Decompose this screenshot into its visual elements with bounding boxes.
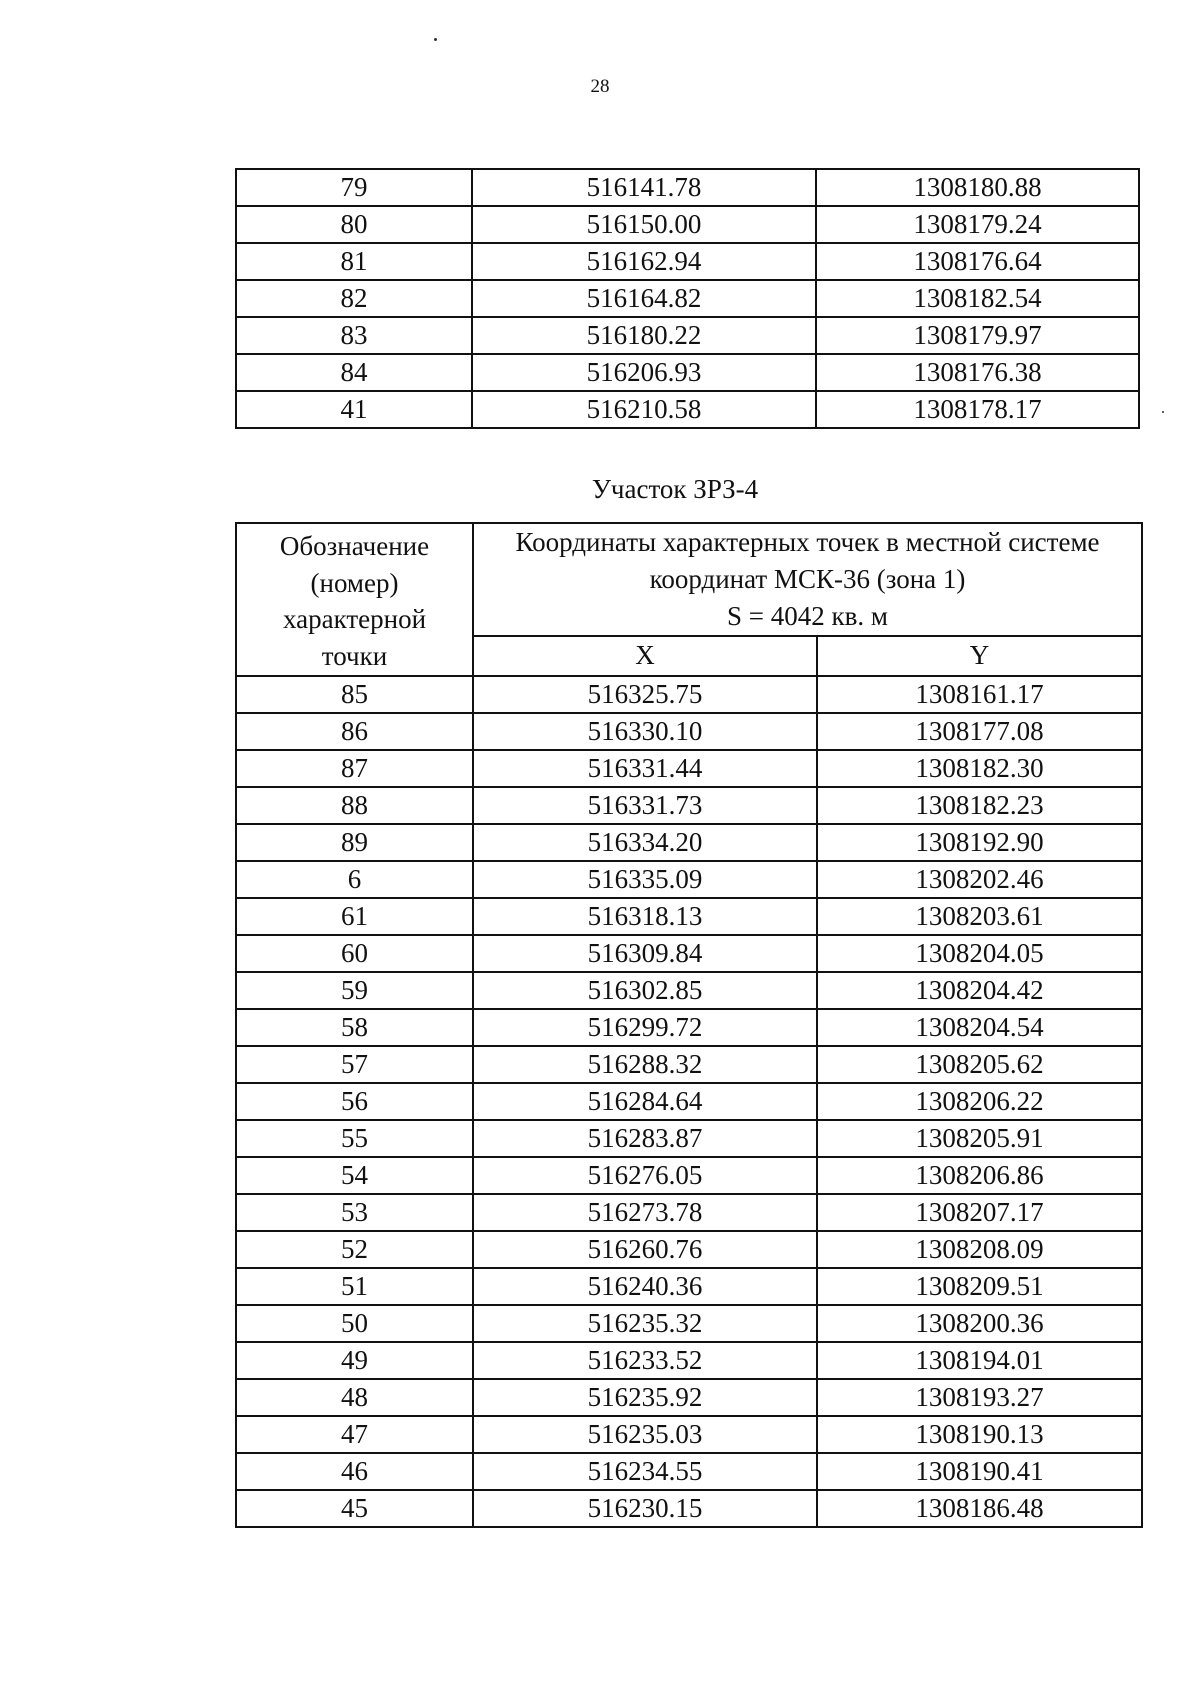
y-coordinate-cell: 1308203.61: [817, 898, 1142, 935]
table-row: [236, 1046, 1142, 1083]
coordinates-table-continued: [235, 168, 1140, 429]
coordinates-header-line: Координаты характерных точек в местной системе: [515, 527, 1100, 558]
y-coordinate-cell: 1308180.88: [816, 169, 1139, 206]
table-row: [236, 391, 1139, 428]
table-row: [236, 1453, 1142, 1490]
x-coordinate-cell: 516235.03: [473, 1416, 817, 1453]
designation-header-line: (номер): [310, 567, 399, 598]
point-number-cell: 51: [236, 1268, 473, 1305]
x-coordinate-cell: 516162.94: [472, 243, 816, 280]
table-row: [236, 1083, 1142, 1120]
table-row: [236, 787, 1142, 824]
x-coordinate-cell: 516164.82: [472, 280, 816, 317]
table-row: [236, 1157, 1142, 1194]
y-coordinate-cell: 1308206.22: [817, 1083, 1142, 1120]
y-coordinate-cell: 1308178.17: [816, 391, 1139, 428]
y-coordinate-cell: 1308190.13: [817, 1416, 1142, 1453]
table-row: [236, 354, 1139, 391]
designation-header-line: характерной: [282, 604, 427, 635]
point-number-cell: 88: [236, 787, 473, 824]
x-coordinate-cell: 516235.92: [473, 1379, 817, 1416]
x-coordinate-cell: 516141.78: [472, 169, 816, 206]
point-number-cell: 50: [236, 1305, 473, 1342]
x-coordinate-cell: 516180.22: [472, 317, 816, 354]
point-number-cell: 57: [236, 1046, 473, 1083]
point-number-cell: 52: [236, 1231, 473, 1268]
point-number-cell: 46: [236, 1453, 473, 1490]
table-row: [236, 713, 1142, 750]
y-coordinate-cell: 1308176.64: [816, 243, 1139, 280]
table-header: [236, 523, 1142, 676]
y-coordinate-cell: 1308205.62: [817, 1046, 1142, 1083]
point-number-cell: 49: [236, 1342, 473, 1379]
y-coordinate-cell: 1308193.27: [817, 1379, 1142, 1416]
section-title: Участок ЗРЗ-4: [591, 474, 759, 504]
table-row: [236, 972, 1142, 1009]
point-number-cell: 47: [236, 1416, 473, 1453]
y-coordinate-cell: 1308176.38: [816, 354, 1139, 391]
y-coordinate-cell: 1308182.30: [817, 750, 1142, 787]
x-coordinate-cell: 516150.00: [472, 206, 816, 243]
x-coordinate-cell: 516325.75: [473, 676, 817, 713]
y-coordinate-cell: 1308204.54: [817, 1009, 1142, 1046]
table-row: [236, 1268, 1142, 1305]
point-number-cell: 89: [236, 824, 473, 861]
table-row: [236, 243, 1139, 280]
table-row: [236, 1305, 1142, 1342]
point-number-cell: 81: [236, 243, 472, 280]
x-coordinate-cell: 516230.15: [473, 1490, 817, 1527]
point-number-cell: 53: [236, 1194, 473, 1231]
point-number-cell: 45: [236, 1490, 473, 1527]
designation-header-line: Обозначение: [279, 531, 430, 561]
designation-header-line: точки: [321, 641, 388, 672]
x-coordinate-cell: 516302.85: [473, 972, 817, 1009]
table-row: [236, 280, 1139, 317]
y-coordinate-cell: 1308202.46: [817, 861, 1142, 898]
x-coordinate-cell: 516235.32: [473, 1305, 817, 1342]
table-row: [236, 861, 1142, 898]
coordinates-table-continued-body: [236, 169, 1139, 428]
x-coordinate-cell: 516233.52: [473, 1342, 817, 1379]
y-coordinate-cell: 1308209.51: [817, 1268, 1142, 1305]
point-number-cell: 55: [236, 1120, 473, 1157]
table-row: [236, 1342, 1142, 1379]
x-column-header: X: [473, 636, 817, 676]
y-coordinate-cell: 1308204.05: [817, 935, 1142, 972]
table-row: [236, 676, 1142, 713]
point-number-cell: 61: [236, 898, 473, 935]
x-coordinate-cell: 516330.10: [473, 713, 817, 750]
y-coordinate-cell: 1308179.97: [816, 317, 1139, 354]
point-number-cell: 48: [236, 1379, 473, 1416]
y-coordinate-cell: 1308182.23: [817, 787, 1142, 824]
point-number-cell: 60: [236, 935, 473, 972]
table-row: [236, 935, 1142, 972]
x-coordinate-cell: 516283.87: [473, 1120, 817, 1157]
table-row: [236, 1009, 1142, 1046]
y-coordinate-cell: 1308204.42: [817, 972, 1142, 1009]
y-coordinate-cell: 1308208.09: [817, 1231, 1142, 1268]
x-coordinate-cell: 516299.72: [473, 1009, 817, 1046]
point-number-cell: 80: [236, 206, 472, 243]
table-row: [236, 206, 1139, 243]
coordinates-table-zrz4: [235, 522, 1143, 1528]
designation-header: [236, 523, 473, 676]
point-number-cell: 41: [236, 391, 472, 428]
x-coordinate-cell: 516309.84: [473, 935, 817, 972]
x-coordinate-cell: 516260.76: [473, 1231, 817, 1268]
y-coordinate-cell: 1308192.90: [817, 824, 1142, 861]
table-row: [236, 169, 1139, 206]
table-row: [236, 317, 1139, 354]
x-coordinate-cell: 516288.32: [473, 1046, 817, 1083]
y-coordinate-cell: 1308190.41: [817, 1453, 1142, 1490]
y-coordinate-cell: 1308161.17: [817, 676, 1142, 713]
table-row: [236, 1416, 1142, 1453]
point-number-cell: 83: [236, 317, 472, 354]
x-coordinate-cell: 516240.36: [473, 1268, 817, 1305]
point-number-cell: 54: [236, 1157, 473, 1194]
x-coordinate-cell: 516331.73: [473, 787, 817, 824]
point-number-cell: 85: [236, 676, 473, 713]
x-coordinate-cell: 516284.64: [473, 1083, 817, 1120]
table-row: [236, 1194, 1142, 1231]
point-number-cell: 86: [236, 713, 473, 750]
y-coordinate-cell: 1308205.91: [817, 1120, 1142, 1157]
table-row: [236, 1490, 1142, 1527]
x-coordinate-cell: 516331.44: [473, 750, 817, 787]
x-coordinate-cell: 516206.93: [472, 354, 816, 391]
y-coordinate-cell: 1308177.08: [817, 713, 1142, 750]
point-number-cell: 59: [236, 972, 473, 1009]
point-number-cell: 82: [236, 280, 472, 317]
x-coordinate-cell: 516318.13: [473, 898, 817, 935]
coordinates-header-line: координат МСК-36 (зона 1): [649, 563, 966, 594]
y-coordinate-cell: 1308200.36: [817, 1305, 1142, 1342]
coordinates-header-line: S = 4042 кв. м: [727, 600, 888, 631]
coordinates-table-zrz4-body: [236, 676, 1142, 1527]
table-row: [236, 750, 1142, 787]
x-coordinate-cell: 516334.20: [473, 824, 817, 861]
x-coordinate-cell: 516335.09: [473, 861, 817, 898]
point-number-cell: 58: [236, 1009, 473, 1046]
y-coordinate-cell: 1308207.17: [817, 1194, 1142, 1231]
scan-speck: [434, 38, 437, 41]
x-coordinate-cell: 516210.58: [472, 391, 816, 428]
point-number-cell: 87: [236, 750, 473, 787]
y-coordinate-cell: 1308182.54: [816, 280, 1139, 317]
table-row: [236, 824, 1142, 861]
x-coordinate-cell: 516273.78: [473, 1194, 817, 1231]
y-column-header: Y: [817, 636, 1142, 676]
page-number: 28: [590, 76, 610, 97]
point-number-cell: 6: [236, 861, 473, 898]
table-row: [236, 1231, 1142, 1268]
point-number-cell: 79: [236, 169, 472, 206]
x-coordinate-cell: 516276.05: [473, 1157, 817, 1194]
scan-speck: [1162, 411, 1164, 413]
point-number-cell: 84: [236, 354, 472, 391]
table-row: [236, 1379, 1142, 1416]
y-coordinate-cell: 1308206.86: [817, 1157, 1142, 1194]
y-coordinate-cell: 1308179.24: [816, 206, 1139, 243]
y-coordinate-cell: 1308186.48: [817, 1490, 1142, 1527]
coordinates-header: [473, 523, 1142, 636]
y-coordinate-cell: 1308194.01: [817, 1342, 1142, 1379]
table-row: [236, 1120, 1142, 1157]
x-coordinate-cell: 516234.55: [473, 1453, 817, 1490]
table-row: [236, 898, 1142, 935]
point-number-cell: 56: [236, 1083, 473, 1120]
